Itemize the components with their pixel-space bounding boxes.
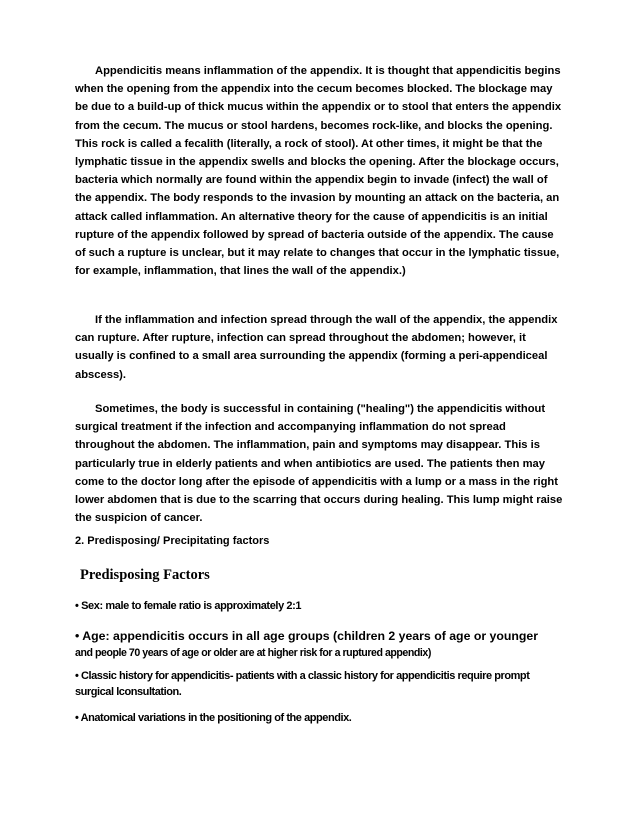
paragraph-healing: [75, 400, 565, 527]
paragraph-appendicitis-definition: [75, 62, 565, 280]
bullet-anatomical-variations: • Anatomical variations in the positioning of the appendix.: [75, 712, 352, 724]
paragraph-text: If the inflammation and infection spread through the wall of the appendix, the appendix can rupture. After rupture, infection can spread throughout the abdomen; however, it usually is confined to a small area surrounding the appendix (forming a peri-appendiceal abscess).: [75, 314, 558, 381]
bullet-sex: • Sex: male to female ratio is approximately 2:1: [75, 600, 302, 612]
section-heading: 2. Predisposing/ Precipitating factors: [75, 535, 270, 547]
paragraph-text: Sometimes, the body is successful in containing ("healing") the appendicitis without surgical treatment if the infection and accompanying inflammation do not spread throughout the abdomen. The inflammation, pain and symptoms may disappear. This is particularly true in elderly patients and when antibiotics are used. The patients then may come to the doctor long after the episode of appendicitis with a lump or a mass in the right lower abdomen that is due to the scarring that occurs during healing. This lump might raise the suspicion of cancer.: [75, 403, 563, 525]
bullet-age-line1: • Age: appendicitis occurs in all age groups (children 2 years of age or younger: [75, 629, 539, 643]
subheading-predisposing-factors: Predisposing Factors: [80, 567, 210, 583]
bullet-age: [75, 628, 570, 661]
bullet-classic-history: • Classic history for appendicitis- patients with a classic history for appendicitis require prompt surgical lconsultation.: [75, 670, 530, 698]
paragraph-rupture: [75, 311, 565, 384]
paragraph-text: Appendicitis means inflammation of the appendix. It is thought that appendicitis begins when the opening from the appendix into the cecum becomes blocked. The blockage may be due to a build-up of thick mucus within the appendix or to stool that enters the appendix from the cecum. The mucus or stool hardens, becomes rock-like, and blocks the opening. This rock is called a fecalith (literally, a rock of stool). At other times, it might be that the lymphatic tissue in the appendix swells and blocks the opening. After the blockage occurs, bacteria which normally are found within the appendix begin to invade (infect) the wall of the appendix. The body responds to the invasion by mounting an attack on the bacteria, an attack called inflammation. An alternative theory for the cause of appendicitis is an initial rupture of the appendix followed by spread of bacteria outside of the appendix. The cause of such a rupture is unclear, but it may relate to changes that occur in the lymphatic tissue, for example, inflammation, that lines the wall of the appendix.): [75, 65, 562, 278]
bullet-age-line2: and people 70 years of age or older are at higher risk for a ruptured appendix): [75, 647, 431, 659]
